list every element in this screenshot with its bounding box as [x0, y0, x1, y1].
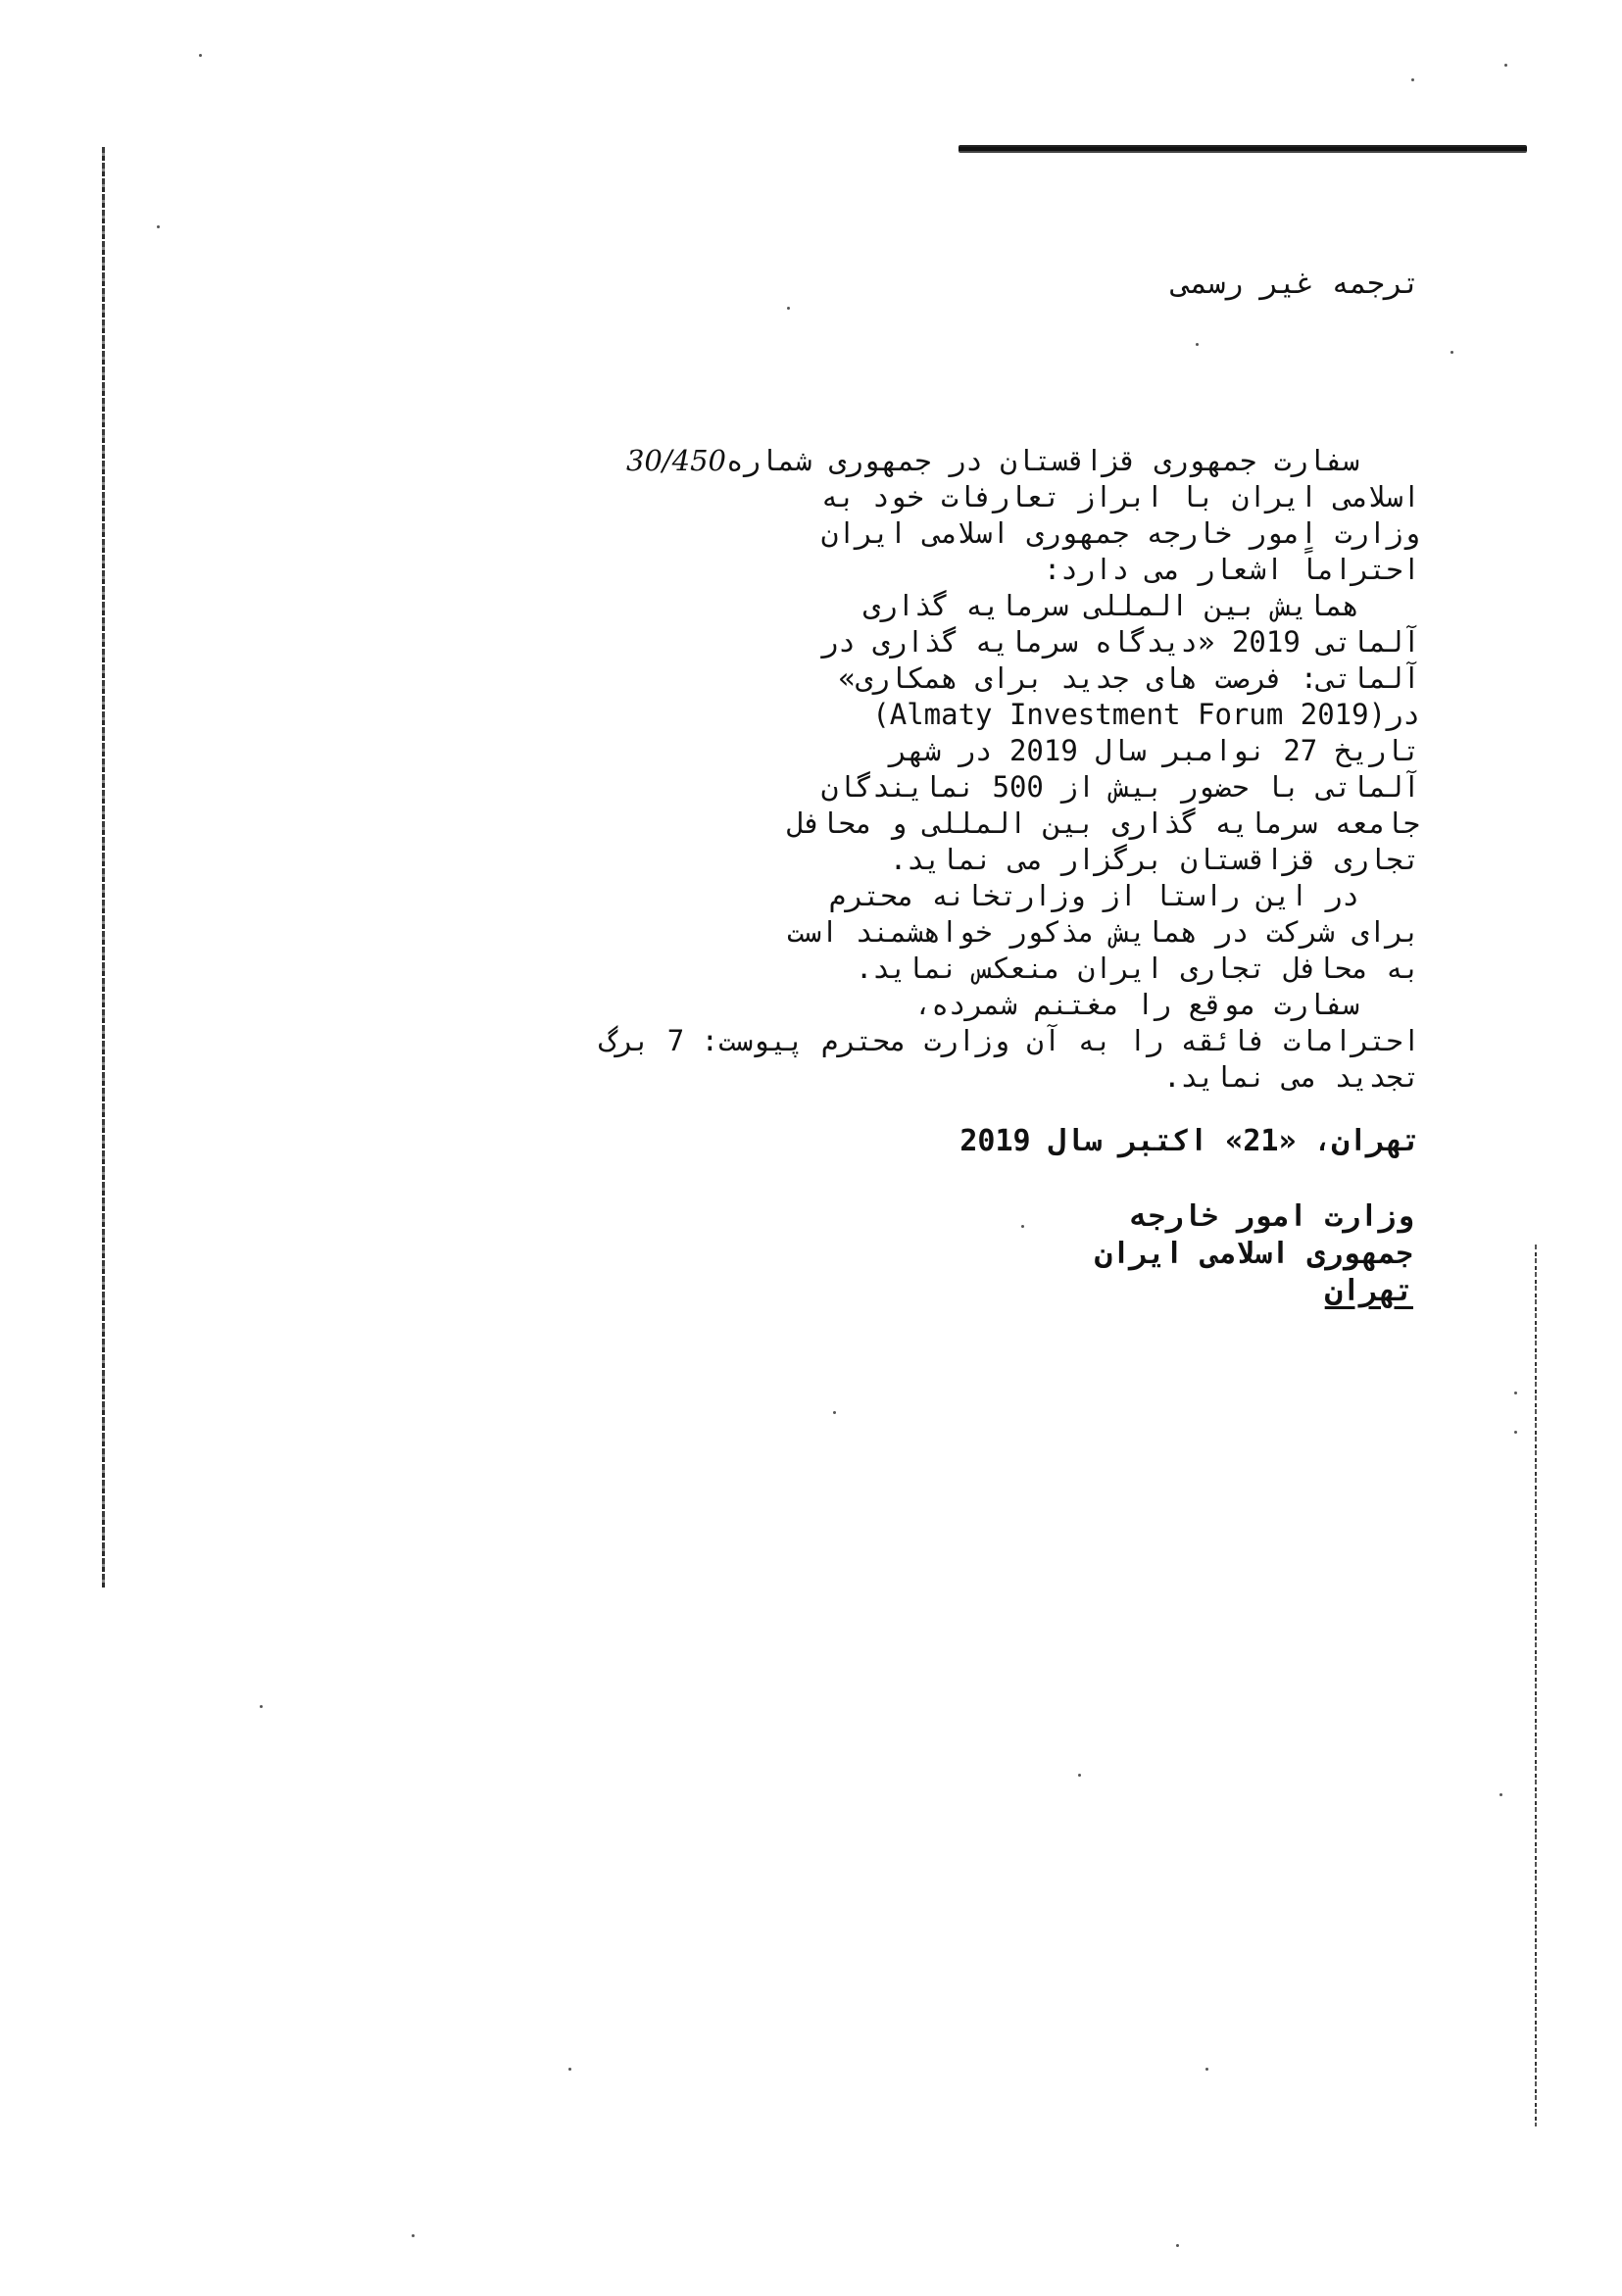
forum-name-latin: (Almaty Investment Forum 2019): [872, 698, 1387, 731]
body-line-15: به محافل تجاری ایران منعکس نماید.: [855, 952, 1420, 985]
scan-speck: [260, 1705, 263, 1708]
body-line-12: تجاری قزاقستان برگزار می نماید.: [889, 843, 1420, 876]
scan-speck: [1196, 343, 1199, 346]
body-line-10: آلماتی با حضور بیش از 500 نمایندگان: [820, 770, 1420, 804]
scan-speck: [1078, 1774, 1081, 1777]
body-line-18: تجدید می نماید.: [1163, 1060, 1420, 1094]
scan-speck: [1514, 1431, 1517, 1434]
document-heading: ترجمه غیر رسمی: [1172, 267, 1420, 301]
body-line-1-text: سفارت جمهوری قزاقستان در جمهوری شماره: [725, 444, 1359, 477]
attachment-note: پیوست: 7 برگ: [598, 1024, 805, 1057]
scan-speck: [1021, 1225, 1024, 1228]
scan-edge-left: [102, 147, 105, 1588]
address-line-1: وزارت امور خارجه: [1130, 1199, 1413, 1234]
scan-speck: [1499, 1793, 1502, 1796]
scan-speck: [1176, 2244, 1179, 2247]
body-line-11: جامعه سرمایه گذاری بین المللی و محافل: [786, 806, 1420, 840]
body-line-7: آلماتی: فرصت های جدید برای همکاری»: [838, 661, 1420, 695]
top-rule: [958, 145, 1527, 153]
body-line-17: [440, 1023, 1420, 1059]
scan-speck: [568, 2068, 571, 2071]
body-line-9: تاریخ 27 نوامبر سال 2019 در شهر: [889, 734, 1420, 767]
body-line-16: سفارت موقع را مغتنم شمرده،: [914, 988, 1359, 1021]
body-line-3: وزارت امور خارجه جمهوری اسلامی ایران: [820, 516, 1420, 550]
address-line-3: تهران: [1324, 1274, 1413, 1308]
body-line-2: اسلامی ایران با ابراز تعارفات خود به: [820, 480, 1420, 513]
scan-speck: [833, 1411, 836, 1414]
recipient-address: [1095, 1198, 1413, 1310]
scan-speck: [787, 307, 790, 310]
scan-edge-right: [1535, 1245, 1537, 2126]
letter-body: [440, 443, 1420, 1096]
scan-speck: [1205, 2068, 1208, 2071]
body-line-17-text: احترامات فائقه را به آن وزارت محترم: [820, 1024, 1420, 1057]
scan-speck: [1504, 64, 1507, 67]
body-line-5: همایش بین المللی سرمایه گذاری: [862, 589, 1359, 622]
scan-speck: [1450, 351, 1453, 354]
scan-speck: [1411, 78, 1414, 81]
scan-speck: [1514, 1392, 1517, 1394]
body-line-8-rtl: در: [1386, 698, 1420, 731]
address-line-2: جمهوری اسلامی ایران: [1094, 1237, 1413, 1271]
scan-speck: [199, 54, 202, 57]
scan-speck: [412, 2234, 415, 2237]
reference-number: 30/450: [625, 444, 726, 477]
body-line-4: احتراماً اشعار می دارد:: [1043, 553, 1420, 586]
body-line-1: [440, 443, 1420, 479]
body-line-8: [440, 697, 1420, 733]
body-line-14: برای شرکت در همایش مذکور خواهشمند است: [786, 915, 1420, 949]
body-line-6: آلماتی 2019 «دیدگاه سرمایه گذاری در: [820, 625, 1420, 659]
date-line: تهران، «21» اکتبر سال 2019: [959, 1124, 1420, 1158]
body-line-13: در این راستا از وزارتخانه محترم: [828, 879, 1359, 912]
scan-speck: [157, 225, 160, 228]
